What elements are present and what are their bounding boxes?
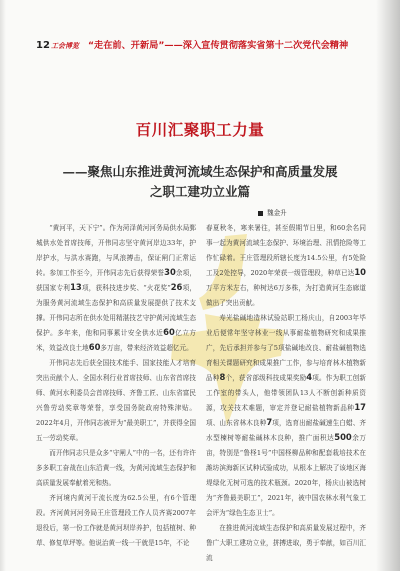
body-text-run: 而开伟同志只是众多“守闸人”中的一名，还有许许多多职工奋战在山东沿黄一线，为黄河流域生态保护和高质量发展奉献着光和热。 bbox=[36, 449, 196, 487]
highlighted-number: 60 bbox=[163, 327, 175, 337]
body-text-run: 春夏秋冬，寒来暑往，甚至假期节日里，和60余名同事一起为黄河流域生态保护、环境治理、汛情抢险等工作忙碌着。王庄管理段所辖长度为14.5公里，有5处险工及2处控导，2020年荣获一级管理段，种草已达 bbox=[206, 224, 366, 277]
highlighted-number: 4 bbox=[306, 372, 313, 382]
page-right-edge-shadow bbox=[376, 0, 400, 571]
highlighted-number: 8 bbox=[219, 372, 226, 382]
page-number: 12 bbox=[36, 40, 50, 51]
highlighted-number: 17 bbox=[354, 402, 366, 412]
body-paragraph bbox=[36, 356, 196, 446]
article-title: 百川汇聚职工力量 bbox=[135, 121, 265, 139]
square-bullet-icon bbox=[258, 211, 263, 216]
article-author bbox=[258, 208, 287, 218]
body-paragraph bbox=[206, 521, 366, 566]
body-text-run: 齐河境内黄河干流长度为62.5公里，有6个管理段。齐河黄河河务局王庄管理段工作人员齐赛2007年退役后，第一份工作就是黄河坝岸养护，包括植树、种草、修复草坪等。他说治黄一线一干就是15年，不论 bbox=[36, 494, 196, 547]
body-text-run: 亿立方米，效益改良土地 bbox=[36, 329, 197, 352]
body-column-right bbox=[206, 221, 366, 566]
highlighted-number: 10 bbox=[354, 267, 366, 277]
body-text-run: 项、山东省林木良种 bbox=[206, 419, 267, 427]
author-name: 魏金升 bbox=[267, 209, 287, 217]
body-paragraph bbox=[36, 221, 196, 356]
body-text-run: 项。作为职工创新工作室的带头人，他带领团队13人不断创新种质资源，攻关技术难题，审定并登记耐盐植物新品种 bbox=[206, 374, 367, 412]
highlighted-number: 13 bbox=[70, 282, 82, 292]
article-subtitle-line-1: ——聚焦山东推进黄河流域生态保护和高质量发展 bbox=[62, 164, 338, 179]
body-text-run: 个，获省部级科技成果奖励 bbox=[225, 374, 307, 382]
body-text-run: 项，为服务黄河流域生态保护和高质量发展提供了技术支撑。开伟同志所在供水处用精湛技艺守护黄河流域生态保护。多年来，他和同事累计安全供水近 bbox=[36, 284, 197, 337]
highlighted-number: 30 bbox=[164, 267, 176, 277]
highlighted-number: 500 bbox=[334, 432, 352, 442]
body-text-run: 寿光盐碱地造林试验站职工杨庆山，自2003年毕业后便常年坚守林业一线从事耐盐植物研究和成果推广，先后承担并参与了5项盐碱地改良、耐盐碱植物选育相关课题研究和成果推广工作，参与培育林木植物新品种 bbox=[206, 314, 366, 382]
article-subtitle-line-2: 之职工建功立业篇 bbox=[149, 184, 250, 199]
body-text-run: 在推进黄河流域生态保护和高质量发展过程中，齐鲁广大职工建功立业，拼搏进取，勇于奉献，如百川汇流 bbox=[206, 524, 366, 562]
body-text-run: 余项，获国家专利 bbox=[36, 269, 197, 292]
magazine-logo: 工会博览 bbox=[51, 42, 79, 50]
body-text-run: 项，选育出耐盐碱速生白蜡、齐水型楝树等耐盐碱林木良种，推广面积达 bbox=[206, 419, 366, 442]
body-paragraph bbox=[36, 491, 196, 551]
body-paragraph bbox=[206, 221, 366, 311]
highlighted-number: 60 bbox=[88, 342, 101, 352]
body-text-run: 项，获科技进步奖、“火花奖” bbox=[81, 284, 171, 292]
page-header bbox=[36, 39, 366, 53]
body-text-run: 万平方米左右，种树达6万多株，为打造黄河生态廊道做出了突出贡献。 bbox=[206, 284, 366, 307]
body-text-run: 开伟同志先后获全国技术能手、国家技能人才培育突出贡献个人、全国水利行业首席技师、山东省首席技师、黄河水利委员会首席技师、齐鲁工匠、山东省富民兴鲁劳动奖章等荣誉，享受国务院政府特殊津贴。2022年4月，开伟同志被评为“最美职工”，并获得全国五一劳动奖章。 bbox=[36, 359, 196, 442]
page-left-edge-shadow bbox=[0, 0, 6, 571]
body-text-run: 多万亩，带来经济效益超亿元。 bbox=[100, 344, 193, 352]
highlighted-number: 26 bbox=[170, 282, 183, 292]
body-column-left bbox=[36, 221, 196, 551]
body-paragraph bbox=[36, 446, 196, 491]
body-paragraph bbox=[206, 311, 366, 521]
highlighted-number: 7 bbox=[266, 417, 273, 427]
body-text-run: 余万亩，特别是“鲁柽1号”中国柽柳品种和配套栽培技术在潍坊滨海新区试种试验成功，从根本上解决了该地区海堤绿化无树可选的技术瓶颈。2020年，杨庆山被选树为“齐鲁最美职工”，2021年，被中国农林水利气象工会评为“绿色生态卫士”。 bbox=[206, 434, 367, 517]
body-text-run: “黄河平，天下宁”。作为菏泽黄河河务局供水局鄄城供水处首席技师，开伟同志坚守黄河岸边33年，护岸护水，与洪水赛跑，与风浪搏击，保证闸门正常运转。参加工作至今，开伟同志先后获得荣誉 bbox=[36, 224, 196, 277]
column-title: “走在前、开新局”——深入宣传贯彻落实省第十二次党代会精神 bbox=[88, 40, 349, 51]
